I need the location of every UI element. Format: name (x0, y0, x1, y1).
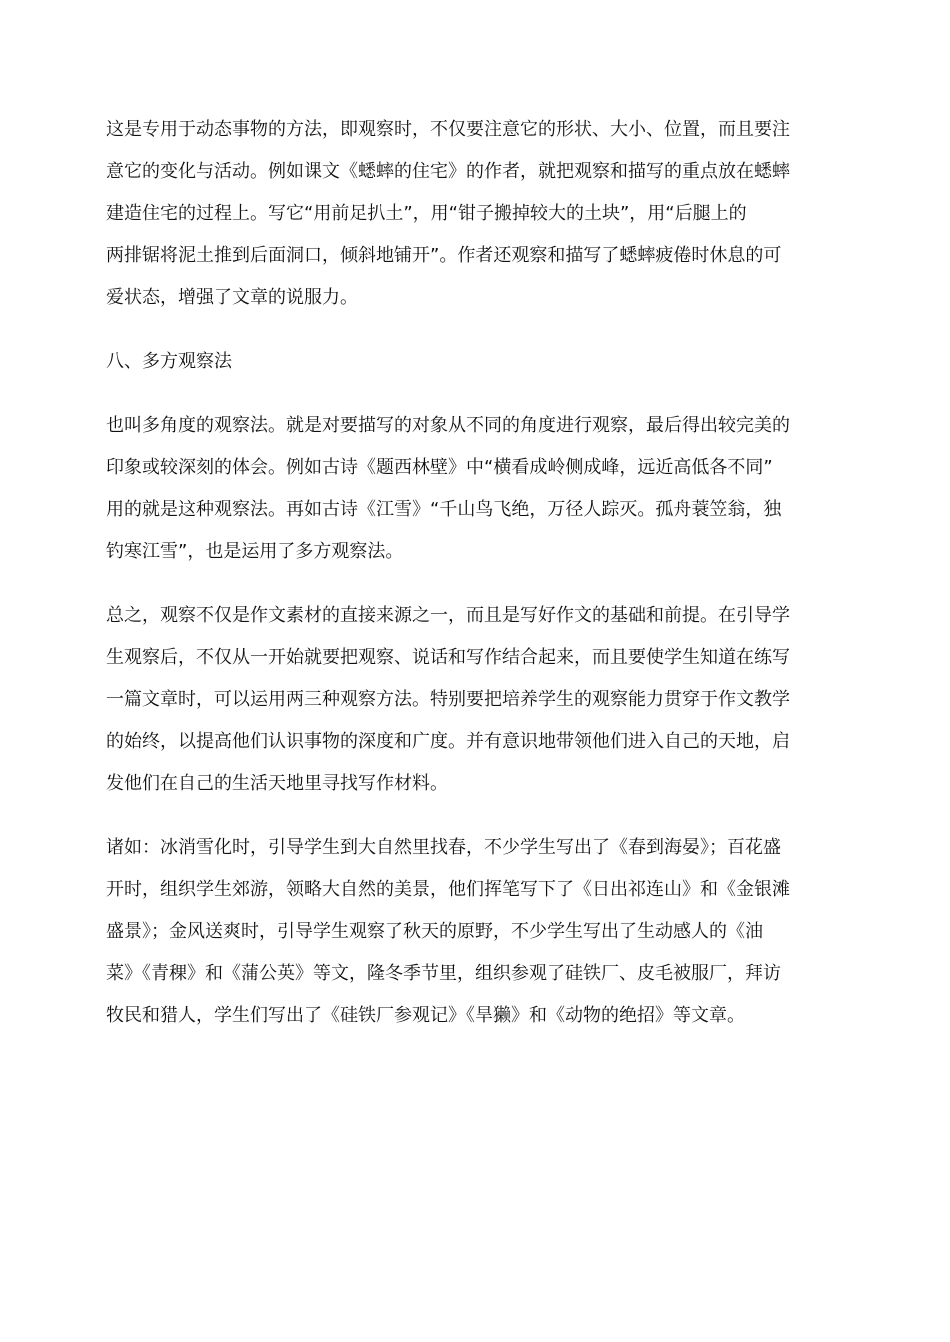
paragraph-summary (106, 595, 832, 805)
paragraph-dynamic-observation (106, 109, 832, 319)
text-line: 印象或较深刻的体会。例如古诗《题西林壁》中“横看成岭侧成峰，远近高低各不同” (106, 457, 773, 478)
text-line: 菜》《青稞》和《蒲公英》等文，隆冬季节里，组织参观了硅铁厂、皮毛被服厂，拜访 (106, 963, 781, 984)
paragraph-examples (106, 827, 832, 1037)
text-line: 诸如：冰消雪化时，引导学生到大自然里找春，不少学生写出了《春到海晏》；百花盛 (106, 837, 781, 858)
section-heading-multi-angle (106, 341, 832, 383)
text-line: 牧民和猎人，学生们写出了《硅铁厂参观记》《旱獭》和《动物的绝招》等文章。 (106, 1005, 745, 1026)
text-line: 意它的变化与活动。例如课文《蟋蟀的住宅》的作者，就把观察和描写的重点放在蟋蟀 (106, 161, 790, 182)
text-line: 也叫多角度的观察法。就是对要描写的对象从不同的角度进行观察，最后得出较完美的 (106, 415, 790, 436)
text-line: 爱状态，增强了文章的说服力。 (106, 287, 358, 308)
text-line: 的始终，以提高他们认识事物的深度和广度。并有意识地带领他们进入自己的天地，启 (106, 731, 790, 752)
heading-text: 八、多方观察法 (106, 351, 232, 372)
text-line: 发他们在自己的生活天地里寻找写作材料。 (106, 773, 448, 794)
text-line: 开时，组织学生郊游，领略大自然的美景，他们挥笔写下了《日出祁连山》和《金银滩 (106, 879, 790, 900)
text-line: 一篇文章时，可以运用两三种观察方法。特别要把培养学生的观察能力贯穿于作文教学 (106, 689, 790, 710)
text-line: 生观察后，不仅从一开始就要把观察、说话和写作结合起来，而且要使学生知道在练写 (106, 647, 790, 668)
text-line: 钓寒江雪”，也是运用了多方观察法。 (106, 541, 404, 562)
text-line: 两排锯将泥土推到后面洞口，倾斜地铺开”。作者还观察和描写了蟋蟀疲倦时休息的可 (106, 245, 782, 266)
text-line: 建造住宅的过程上。写它“用前足扒土”，用“钳子搬掉较大的土块”，用“后腿上的 (106, 203, 747, 224)
text-line: 这是专用于动态事物的方法，即观察时，不仅要注意它的形状、大小、位置，而且要注 (106, 119, 790, 140)
document-page (106, 109, 832, 1037)
paragraph-multi-angle-observation (106, 405, 832, 573)
text-line: 盛景》；金风送爽时，引导学生观察了秋天的原野，不少学生写出了生动感人的《油 (106, 921, 763, 942)
text-line: 用的就是这种观察法。再如古诗《江雪》“千山鸟飞绝，万径人踪灭。孤舟蓑笠翁，独 (106, 499, 782, 520)
text-line: 总之，观察不仅是作文素材的直接来源之一，而且是写好作文的基础和前提。在引导学 (106, 605, 790, 626)
